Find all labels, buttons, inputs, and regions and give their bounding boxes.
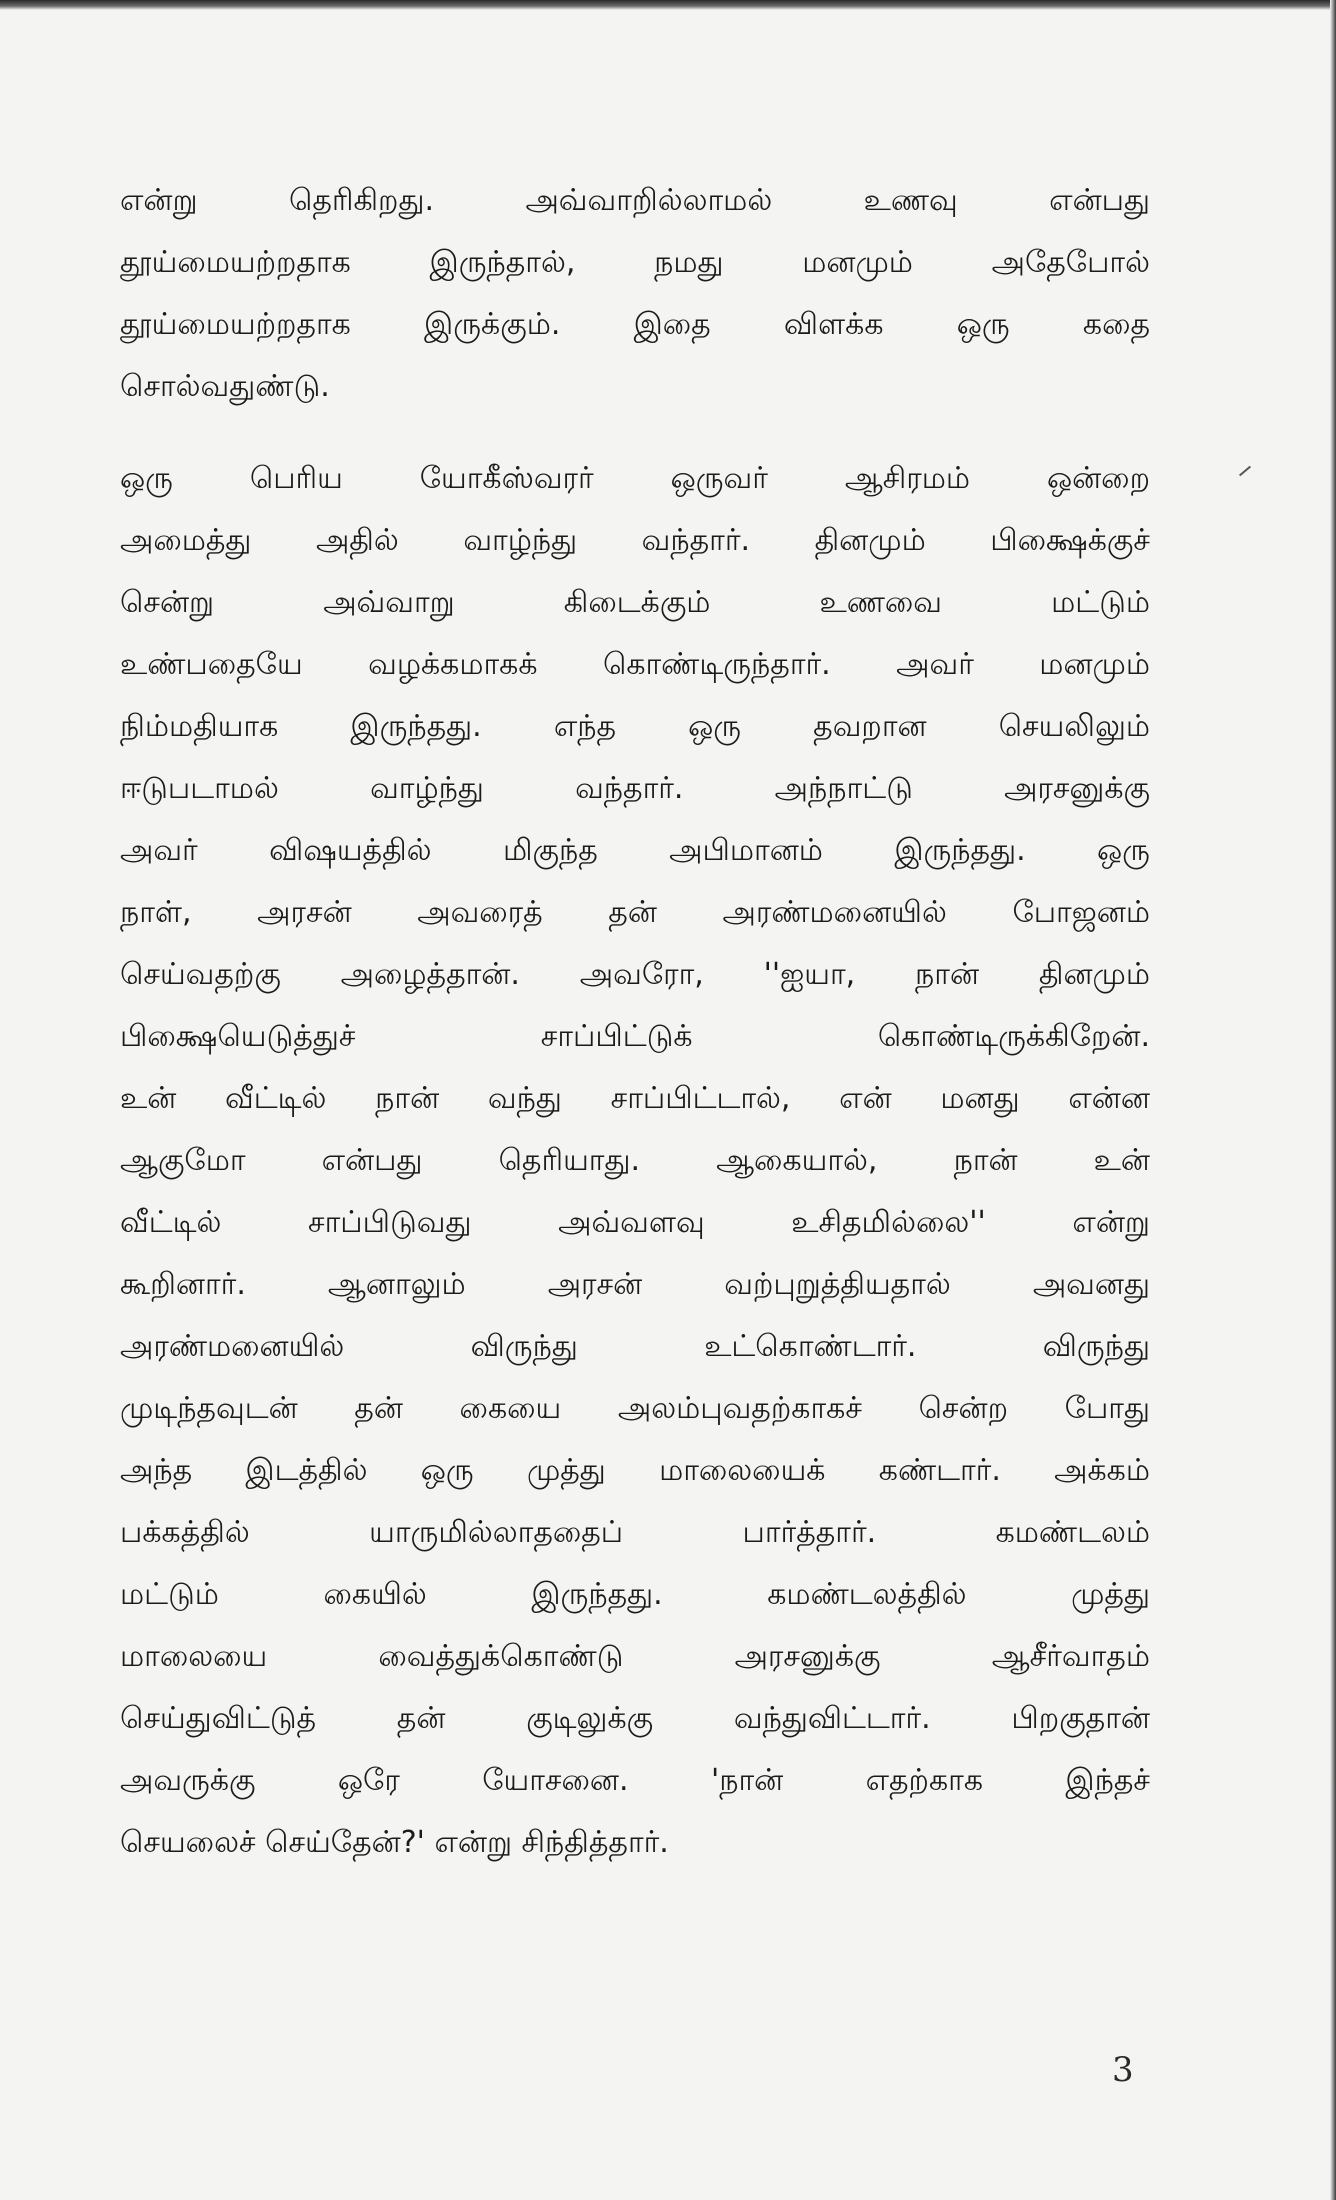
text-line: தூய்மையற்றதாக இருந்தால், நமது மனமும் அதேபோல் <box>120 245 1150 280</box>
text-line: சொல்வதுண்டு. <box>120 369 330 404</box>
text-line: நிம்மதியாக இருந்தது. எந்த ஒரு தவறான செயலிலும் <box>120 709 1150 744</box>
text-line: முடிந்தவுடன் தன் கையை அலம்புவதற்காகச் சென்ற போது <box>120 1391 1150 1426</box>
text-line: தூய்மையற்றதாக இருக்கும். இதை விளக்க ஒரு கதை <box>120 307 1150 342</box>
text-line: அரண்மனையில் விருந்து உட்கொண்டார். விருந்து <box>120 1329 1150 1364</box>
page-text-body <box>120 170 1150 1874</box>
page-number: 3 <box>1112 2050 1134 2090</box>
text-line: ஒரு பெரிய யோகீஸ்வரர் ஒருவர் ஆசிரமம் ஒன்றை <box>120 461 1150 496</box>
text-line: மட்டும் கையில் இருந்தது. கமண்டலத்தில் முத்து <box>120 1577 1150 1612</box>
text-line: கூறினார். ஆனாலும் அரசன் வற்புறுத்தியதால் அவனது <box>120 1267 1150 1302</box>
text-line: அவர் விஷயத்தில் மிகுந்த அபிமானம் இருந்தது. ஒரு <box>120 833 1150 868</box>
paragraph-2 <box>120 448 1150 1874</box>
text-line: ஈடுபடாமல் வாழ்ந்து வந்தார். அந்நாட்டு அரசனுக்கு <box>120 771 1150 806</box>
text-line: வீட்டில் சாப்பிடுவது அவ்வளவு உசிதமில்லை'' என்று <box>120 1205 1150 1240</box>
text-line: செய்வதற்கு அழைத்தான். அவரோ, ''ஐயா, நான் தினமும் <box>120 957 1150 992</box>
page-right-edge-shadow <box>1330 0 1336 2200</box>
text-line: நாள், அரசன் அவரைத் தன் அரண்மனையில் போஜனம் <box>120 895 1150 930</box>
paragraph-1 <box>120 170 1150 418</box>
page-top-edge-shadow <box>0 0 1336 10</box>
text-line: ஆகுமோ என்பது தெரியாது. ஆகையால், நான் உன் <box>120 1143 1150 1178</box>
text-line: அமைத்து அதில் வாழ்ந்து வந்தார். தினமும் பிக்ஷைக்குச் <box>120 523 1150 558</box>
text-line: என்று தெரிகிறது. அவ்வாறில்லாமல் உணவு என்பது <box>120 183 1150 218</box>
pen-mark <box>1239 466 1251 477</box>
text-line: பிக்ஷையெடுத்துச் சாப்பிட்டுக் கொண்டிருக்கிறேன். <box>120 1019 1150 1054</box>
text-line: அவருக்கு ஒரே யோசனை. 'நான் எதற்காக இந்தச் <box>120 1763 1150 1798</box>
text-line: உன் வீட்டில் நான் வந்து சாப்பிட்டால், என் மனது என்ன <box>120 1081 1150 1116</box>
text-line: மாலையை வைத்துக்கொண்டு அரசனுக்கு ஆசீர்வாதம் <box>120 1639 1150 1674</box>
text-line: செயலைச் செய்தேன்?' என்று சிந்தித்தார். <box>120 1825 669 1860</box>
text-line: பக்கத்தில் யாருமில்லாததைப் பார்த்தார். கமண்டலம் <box>120 1515 1150 1550</box>
text-line: அந்த இடத்தில் ஒரு முத்து மாலையைக் கண்டார். அக்கம் <box>120 1453 1150 1488</box>
text-line: சென்று அவ்வாறு கிடைக்கும் உணவை மட்டும் <box>120 585 1150 620</box>
text-line: உண்பதையே வழக்கமாகக் கொண்டிருந்தார். அவர் மனமும் <box>120 647 1150 682</box>
text-line: செய்துவிட்டுத் தன் குடிலுக்கு வந்துவிட்டார். பிறகுதான் <box>120 1701 1150 1736</box>
